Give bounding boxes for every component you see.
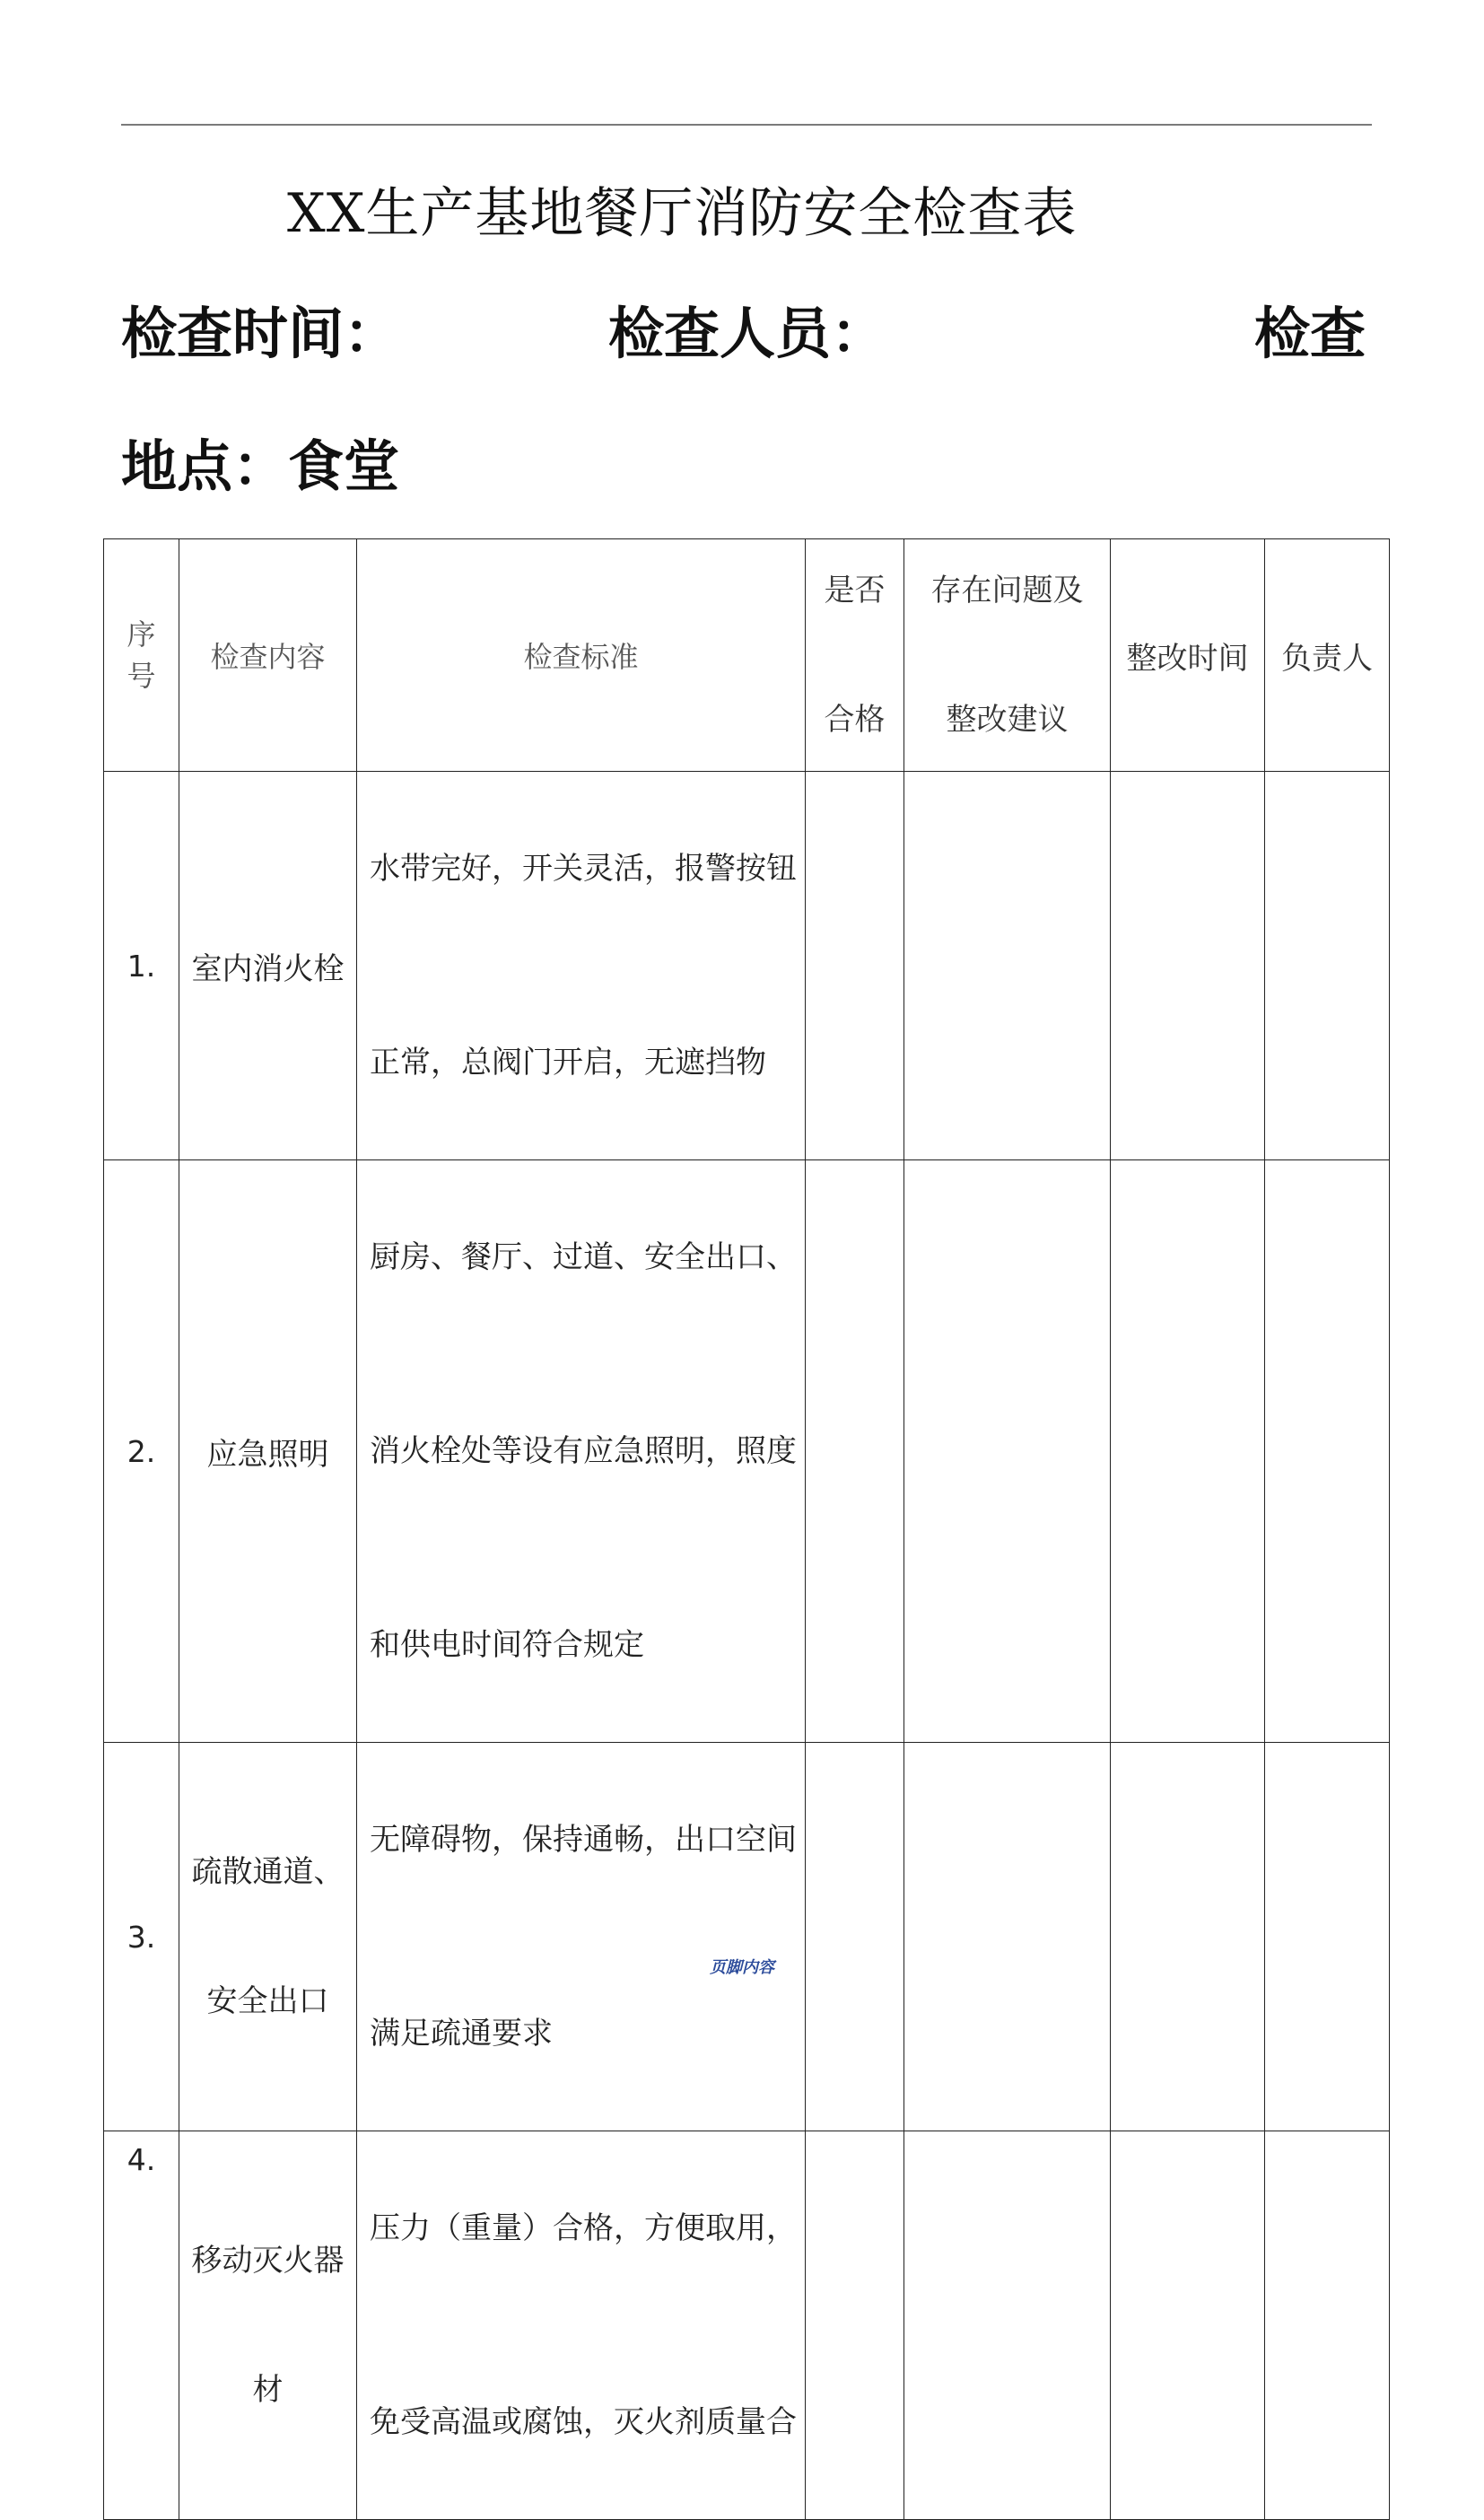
- header-owner: 负责人: [1265, 539, 1390, 772]
- table-row: [104, 2131, 1390, 2520]
- owner-cell[interactable]: [1265, 1743, 1390, 2131]
- row-item-line1: 疏散通道、: [191, 1854, 345, 1890]
- issues-cell[interactable]: [904, 1743, 1111, 2131]
- owner-cell[interactable]: [1265, 772, 1390, 1160]
- standard-line: 满足疏通要求: [370, 2016, 553, 2052]
- header-rule: [121, 124, 1372, 126]
- rectify-time-cell[interactable]: [1111, 1160, 1265, 1743]
- qualified-cell[interactable]: [806, 1743, 904, 2131]
- header-qualified-line2: 合格: [824, 702, 886, 738]
- row-item: [179, 2131, 357, 2520]
- header-issues: [904, 539, 1111, 772]
- row-standard: [357, 772, 806, 1160]
- standard-line: 水带完好，开关灵活，报警按钮: [370, 851, 797, 887]
- issues-cell[interactable]: [904, 1160, 1111, 1743]
- rectify-time-cell[interactable]: [1111, 1743, 1265, 2131]
- page-footer: 页脚内容: [710, 1958, 774, 1977]
- row-item-line2: 安全出口: [206, 1983, 329, 2019]
- standard-line: 压力（重量）合格，方便取用，: [370, 2210, 797, 2246]
- inspection-time-label: 检查时间：: [121, 301, 400, 366]
- row-item: [179, 1743, 357, 2131]
- row-standard: [357, 1743, 806, 2131]
- header-seq-line2: 号: [127, 659, 156, 693]
- qualified-cell[interactable]: [806, 2131, 904, 2520]
- inspection-table: [103, 538, 1390, 2520]
- header-qualified-line1: 是否: [824, 573, 886, 608]
- standard-line: 无障碍物，保持通畅，出口空间: [370, 1822, 797, 1858]
- header-seq: [104, 539, 179, 772]
- row-number: 2.: [104, 1160, 179, 1743]
- issues-cell[interactable]: [904, 772, 1111, 1160]
- owner-cell[interactable]: [1265, 1160, 1390, 1743]
- location-label-value: 地点：食堂: [121, 433, 400, 499]
- header-seq-line1: 序: [127, 617, 156, 652]
- standard-line: 和供电时间符合规定: [370, 1627, 644, 1663]
- row-standard: [357, 1160, 806, 1743]
- row-number: 4.: [104, 2131, 179, 2520]
- row-item-line1: 移动灭火器: [191, 2243, 345, 2279]
- location-label-start: 检查: [1254, 301, 1366, 366]
- rectify-time-cell[interactable]: [1111, 2131, 1265, 2520]
- qualified-cell[interactable]: [806, 1160, 904, 1743]
- row-standard: [357, 2131, 806, 2520]
- owner-cell[interactable]: [1265, 2131, 1390, 2520]
- header-issues-line2: 整改建议: [946, 702, 1069, 738]
- row-item-line2: 材: [252, 2372, 284, 2408]
- row-number: 3.: [104, 1743, 179, 2131]
- rectify-time-cell[interactable]: [1111, 772, 1265, 1160]
- row-number: 1.: [104, 772, 179, 1160]
- header-issues-line1: 存在问题及: [930, 573, 1084, 608]
- page-title: XX生产基地餐厅消防安全检查表: [287, 182, 1078, 245]
- table-header-row: [104, 539, 1390, 772]
- table-row: [104, 1160, 1390, 1743]
- standard-line: 厨房、餐厅、过道、安全出口、: [370, 1239, 797, 1275]
- header-qualified: [806, 539, 904, 772]
- table-row: [104, 1743, 1390, 2131]
- qualified-cell[interactable]: [806, 772, 904, 1160]
- row-item: 室内消火栓: [179, 772, 357, 1160]
- header-standard: 检查标准: [357, 539, 806, 772]
- inspector-label: 检查人员：: [608, 301, 887, 366]
- standard-line: 正常，总阀门开启，无遮挡物: [370, 1045, 766, 1081]
- table-row: [104, 772, 1390, 1160]
- standard-line: 免受高温或腐蚀，灭火剂质量合: [370, 2404, 797, 2440]
- row-item: 应急照明: [179, 1160, 357, 1743]
- header-content: 检查内容: [179, 539, 357, 772]
- standard-line: 消火栓处等设有应急照明，照度: [370, 1433, 797, 1469]
- header-rectify-time: 整改时间: [1111, 539, 1265, 772]
- issues-cell[interactable]: [904, 2131, 1111, 2520]
